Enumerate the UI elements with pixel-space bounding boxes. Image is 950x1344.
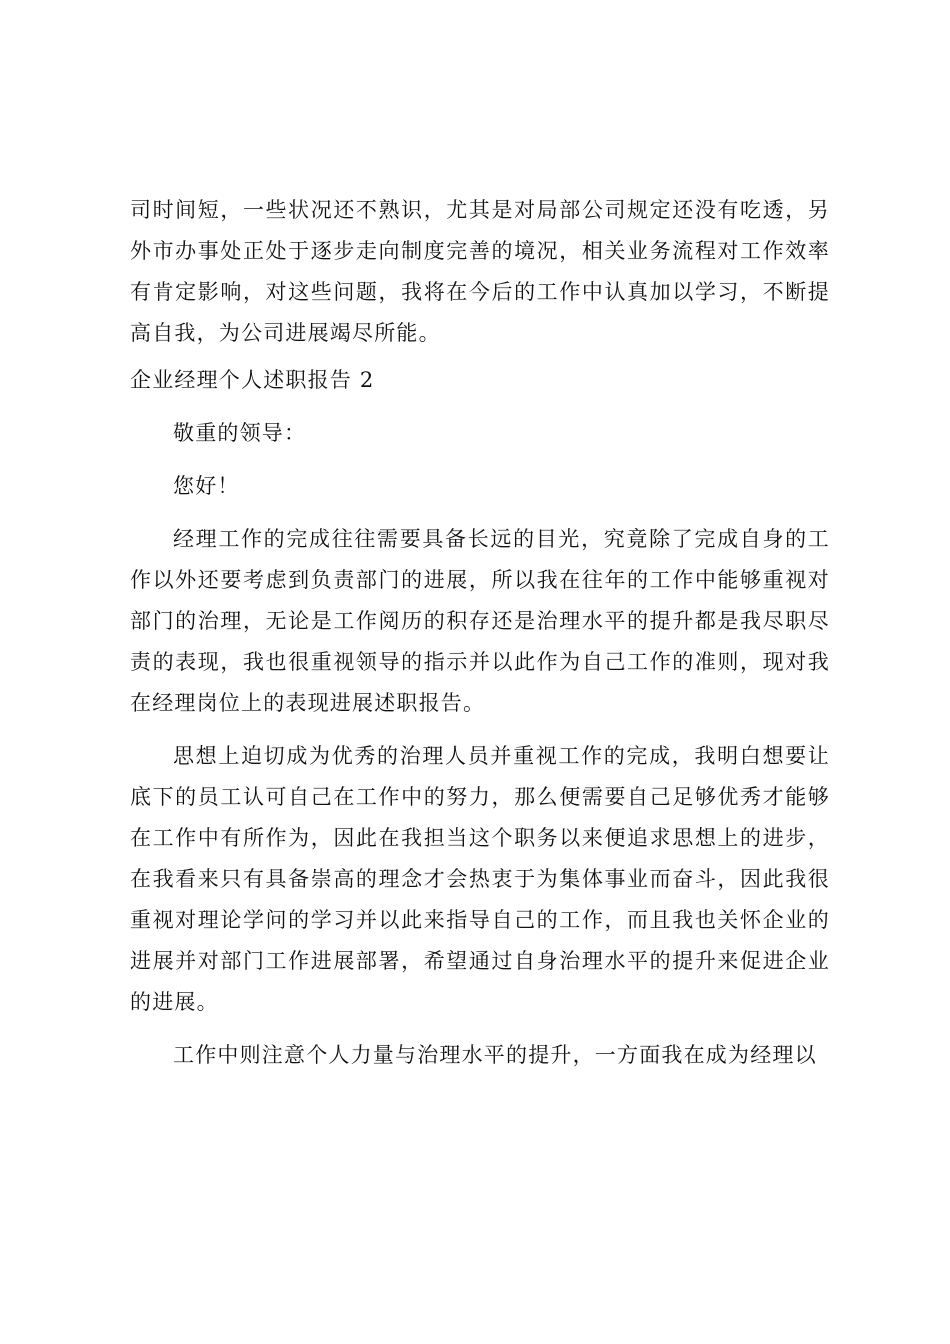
continuation-paragraph: 司时间短，一些状况还不熟识，尤其是对局部公司规定还没有吃透，另外市办事处正处于逐步走向制度完善的境况，相关业务流程对工作效率有肯定影响，对这些问题，我将在今后的工作中认真加以学习，不断提高自我，为公司进展竭尽所能。 [130,198,830,345]
salutation: 敬重的领导： [173,421,307,445]
body-paragraph-1: 经理工作的完成往往需要具备长远的目光，究竟除了完成自身的工作以外还要考虑到负责部门的进展，所以我在往年的工作中能够重视对部门的治理，无论是工作阅历的积存还是治理水平的提升都是我尽职尽责的表现，我也很重视领导的指示并以此作为自己工作的准则，现对我在经理岗位上的表现进展述职报告。 [130,527,830,715]
body-paragraph-3: 工作中则注意个人力量与治理水平的提升，一方面我在成为经理以 [173,1043,817,1067]
greeting: 您好！ [173,474,240,498]
body-paragraph-2: 思想上迫切成为优秀的治理人员并重视工作的完成，我明白想要让底下的员工认可自己在工作中的努力，那么便需要自己足够优秀才能够在工作中有所作为，因此在我担当这个职务以来便追求思想上的进步，在我看来只有具备崇高的理念才会热衷于为集体事业而奋斗，因此我很重视对理论学问的学习并以此来指导自己的工作，而且我也关怀企业的进展并对部门工作进展部署，希望通过自身治理水平的提升来促进企业的进展。 [130,744,830,1014]
document-page [130,190,830,1076]
section-title: 企业经理个人述职报告 2 [130,368,375,392]
